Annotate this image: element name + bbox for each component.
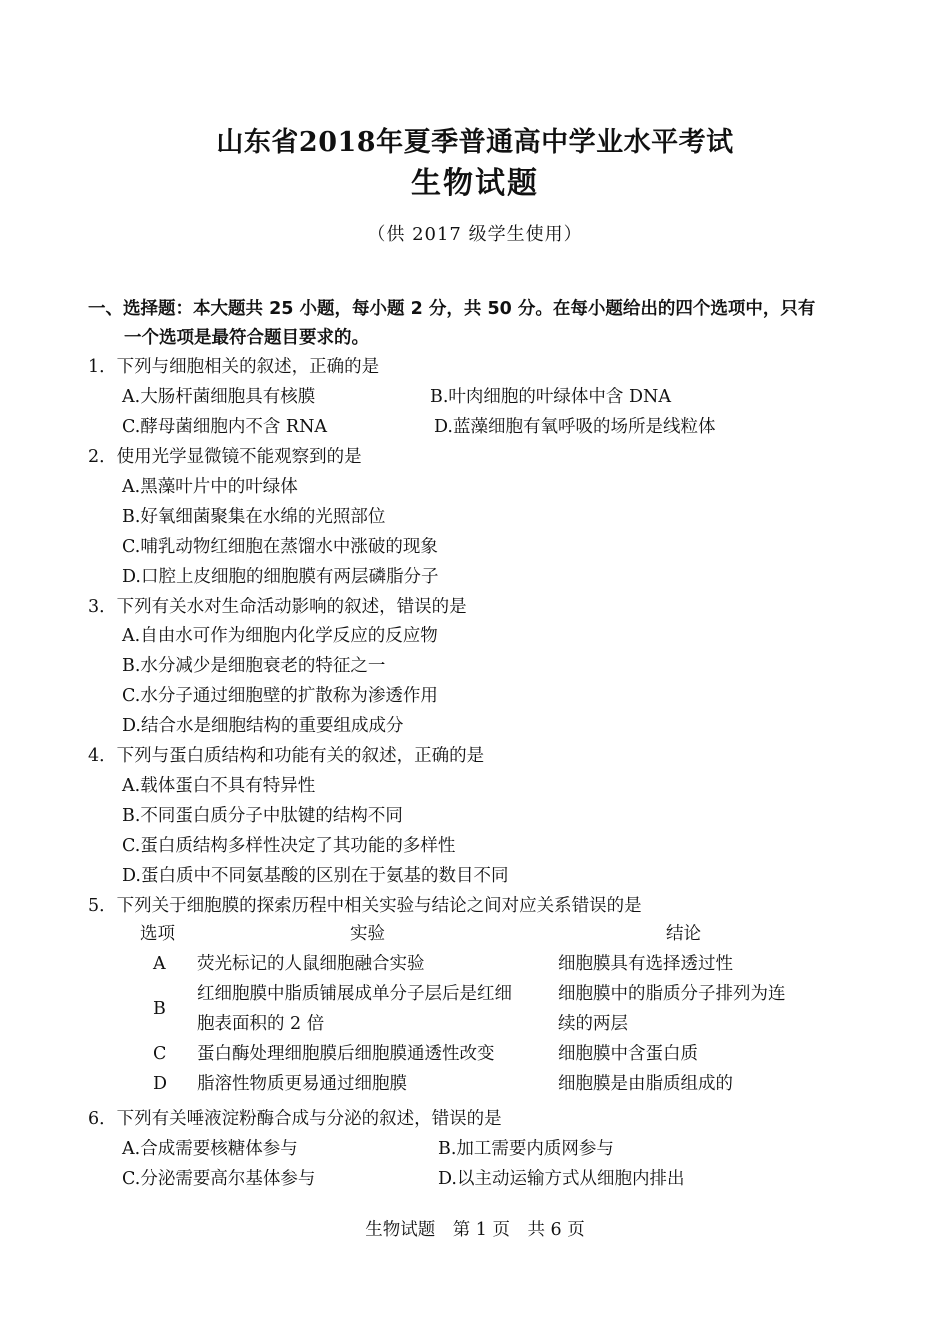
table-row-conclusion: 细胞膜是由脂质组成的 [558, 1074, 733, 1094]
exam-subject: 生物试题 [411, 166, 539, 201]
table-row-experiment: 脂溶性物质更易通过细胞膜 [197, 1074, 407, 1094]
section-line-1: 一、选择题：本大题共 25 小题，每小题 2 分，共 50 分。在每小题给出的四个选项中，只有 [88, 299, 816, 319]
question-6-option-a: A.合成需要核糖体参与 [122, 1139, 298, 1159]
question-6-option-d: D.以主动运输方式从细胞内排出 [438, 1169, 685, 1189]
question-4-option-a: A.载体蛋白不具有特异性 [122, 776, 316, 796]
question-3-option-c: C.水分子通过细胞壁的扩散称为渗透作用 [122, 686, 438, 706]
question-6-option-b: B.加工需要内质网参与 [438, 1139, 614, 1159]
section-instructions [88, 295, 868, 353]
table-row-conclusion: 细胞膜具有选择透过性 [558, 954, 733, 974]
exam-title: 山东省2018年夏季普通高中学业水平考试 [216, 127, 734, 158]
section-line-2: 一个选项是最符合题目要求的。 [124, 328, 369, 348]
question-3-option-b: B.水分减少是细胞衰老的特征之一 [122, 656, 386, 676]
question-5-stem: 5．下列关于细胞膜的探索历程中相关实验与结论之间对应关系错误的是 [88, 896, 642, 916]
question-2-option-c: C.哺乳动物红细胞在蒸馏水中涨破的现象 [122, 537, 438, 557]
question-4-option-d: D.蛋白质中不同氨基酸的区别在于氨基的数目不同 [122, 866, 509, 886]
table-row-experiment: 红细胞膜中脂质铺展成单分子层后是红细 [197, 984, 512, 1004]
table-row-experiment: 荧光标记的人鼠细胞融合实验 [197, 954, 425, 974]
table-header-conclusion: 结论 [666, 924, 701, 944]
table-row-experiment-cont: 胞表面积的 2 倍 [197, 1014, 325, 1034]
question-2-option-d: D.口腔上皮细胞的细胞膜有两层磷脂分子 [122, 567, 439, 587]
page-footer: 生物试题 第 1 页 共 6 页 [365, 1220, 585, 1240]
exam-subtitle: （供 2017 级学生使用） [367, 224, 583, 245]
table-row-option: D [153, 1074, 168, 1094]
question-1-stem: 1．下列与细胞相关的叙述，正确的是 [88, 357, 380, 377]
question-2-stem: 2．使用光学显微镜不能观察到的是 [88, 447, 362, 467]
question-2-option-a: A.黑藻叶片中的叶绿体 [122, 477, 298, 497]
table-row-conclusion-cont: 续的两层 [558, 1014, 628, 1034]
question-2-option-b: B.好氧细菌聚集在水绵的光照部位 [122, 507, 386, 527]
question-4-option-b: B.不同蛋白质分子中肽键的结构不同 [122, 806, 403, 826]
table-row-option: A [153, 954, 166, 974]
table-row-conclusion: 细胞膜中的脂质分子排列为连 [558, 984, 786, 1004]
question-1-option-a: A.大肠杆菌细胞具有核膜 [122, 387, 316, 407]
question-6-stem: 6．下列有关唾液淀粉酶合成与分泌的叙述，错误的是 [88, 1109, 502, 1129]
question-1-option-b: B.叶肉细胞的叶绿体中含 DNA [430, 387, 671, 407]
question-1-option-d: D.蓝藻细胞有氧呼吸的场所是线粒体 [434, 417, 716, 437]
question-3-stem: 3．下列有关水对生命活动影响的叙述，错误的是 [88, 597, 467, 617]
question-4-option-c: C.蛋白质结构多样性决定了其功能的多样性 [122, 836, 456, 856]
question-3-option-d: D.结合水是细胞结构的重要组成成分 [122, 716, 404, 736]
question-4-stem: 4．下列与蛋白质结构和功能有关的叙述，正确的是 [88, 746, 485, 766]
question-6-option-c: C.分泌需要高尔基体参与 [122, 1169, 316, 1189]
table-row-experiment: 蛋白酶处理细胞膜后细胞膜通透性改变 [197, 1044, 495, 1064]
table-header-option: 选项 [140, 924, 175, 944]
table-row-option: C [153, 1044, 167, 1064]
question-3-option-a: A.自由水可作为细胞内化学反应的反应物 [122, 626, 438, 646]
table-row-conclusion: 细胞膜中含蛋白质 [558, 1044, 698, 1064]
question-1-option-c: C.酵母菌细胞内不含 RNA [122, 417, 328, 437]
table-row-option: B [153, 999, 166, 1019]
table-header-experiment: 实验 [350, 924, 385, 944]
